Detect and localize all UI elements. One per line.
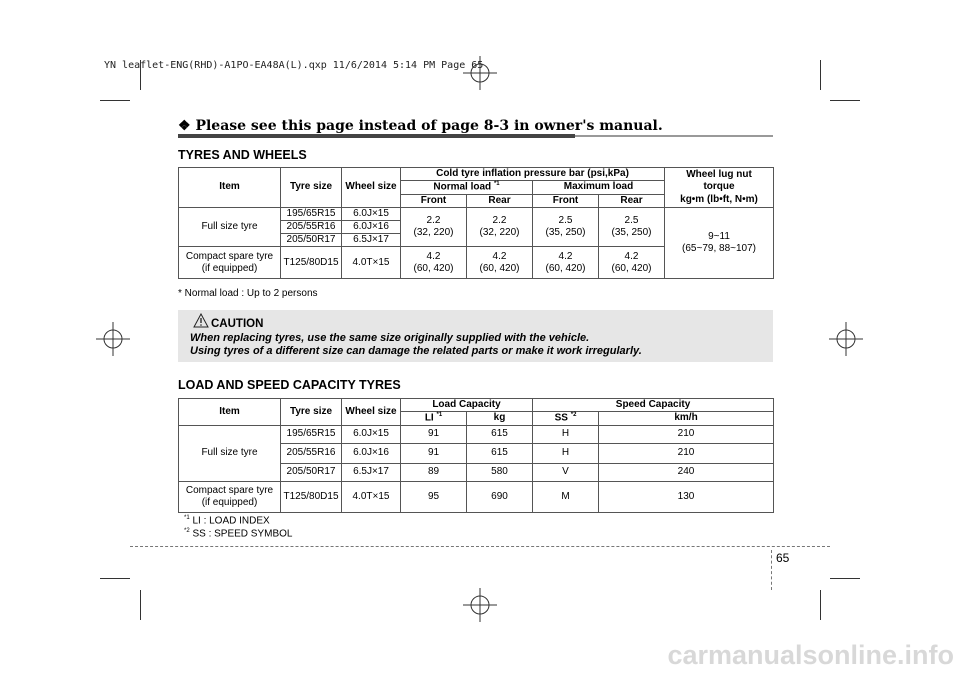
tyre-size-cell: 195/65R15 [281, 425, 342, 443]
print-slug: YN leaflet-ENG(RHD)-A1PO-EA48A(L).qxp 11/6/2014 5:14 PM Page 65 [104, 60, 484, 71]
col-kmh: km/h [599, 412, 774, 426]
crop-mark [820, 590, 821, 620]
load-section-title: LOAD AND SPEED CAPACITY TYRES [178, 378, 401, 392]
col-rear: Rear [467, 194, 533, 207]
footer-vertical-rule [771, 550, 772, 590]
wheel-size-cell: 4.0T×15 [342, 481, 401, 512]
pressure-cell: 2.2 (32, 220) [401, 207, 467, 247]
crop-mark [820, 60, 821, 90]
pressure-cell: 4.2 (60, 420) [401, 247, 467, 279]
col-front: Front [401, 194, 467, 207]
col-ss: SS $^{*2}$ [533, 412, 599, 426]
caution-line-1: When replacing tyres, use the same size originally supplied with the vehicle. [190, 332, 590, 344]
kmh-cell: 210 [599, 425, 774, 443]
load-speed-table [178, 398, 774, 513]
kg-cell: 690 [467, 481, 533, 512]
col-wheel-size: Wheel size [342, 399, 401, 426]
wheel-size-cell: 6.0J×16 [342, 221, 401, 234]
tyres-section-title: TYRES AND WHEELS [178, 148, 307, 162]
table-row [179, 425, 774, 443]
col-normal-load: Normal load $^{*1}$ [401, 181, 533, 195]
row-label-full-size: Full size tyre [179, 207, 281, 247]
table-row [179, 207, 774, 220]
crop-mark [830, 578, 860, 579]
crop-mark [830, 100, 860, 101]
col-kg: kg [467, 412, 533, 426]
col-rear: Rear [599, 194, 665, 207]
tyre-size-cell: 205/55R16 [281, 221, 342, 234]
caution-title: CAUTION [211, 318, 264, 330]
kmh-cell: 240 [599, 463, 774, 481]
wheel-size-cell: 6.5J×17 [342, 463, 401, 481]
crop-mark [140, 590, 141, 620]
col-maximum-load: Maximum load [533, 181, 665, 195]
crop-mark [100, 100, 130, 101]
tyres-table [178, 167, 774, 279]
page-header [178, 118, 663, 134]
pressure-cell: 2.5 (35, 250) [533, 207, 599, 247]
ss-cell: M [533, 481, 599, 512]
pressure-cell: 2.5 (35, 250) [599, 207, 665, 247]
page-number: 65 [776, 551, 790, 565]
row-label-compact: Compact spare tyre (if equipped) [179, 247, 281, 279]
tyre-size-cell: 205/55R16 [281, 443, 342, 463]
warning-triangle-icon [193, 313, 209, 328]
pressure-cell: 4.2 (60, 420) [467, 247, 533, 279]
li-cell: 95 [401, 481, 467, 512]
footer-rule [130, 546, 830, 547]
li-cell: 91 [401, 425, 467, 443]
kg-cell: 615 [467, 443, 533, 463]
caution-line-2: Using tyres of a different size can damage the related parts or make it work irregularly. [190, 345, 642, 357]
registration-mark-icon [463, 588, 497, 622]
wheel-size-cell: 4.0T×15 [342, 247, 401, 279]
pressure-cell: 2.2 (32, 220) [467, 207, 533, 247]
pressure-cell: 4.2 (60, 420) [533, 247, 599, 279]
col-lug-torque: Wheel lug nut torque kg•m (lb•ft, N•m) [665, 168, 774, 208]
wheel-size-cell: 6.0J×16 [342, 443, 401, 463]
ss-cell: H [533, 425, 599, 443]
col-front: Front [533, 194, 599, 207]
li-cell: 91 [401, 443, 467, 463]
header-text: Please see this page instead of page 8-3 in owner's manual. [195, 118, 663, 134]
kmh-cell: 210 [599, 443, 774, 463]
table-row [179, 481, 774, 512]
tyre-size-cell: 195/65R15 [281, 207, 342, 220]
tyre-size-cell: 205/50R17 [281, 234, 342, 247]
tyre-size-cell: T125/80D15 [281, 247, 342, 279]
row-label-compact: Compact spare tyre (if equipped) [179, 481, 281, 512]
col-tyre-size: Tyre size [281, 399, 342, 426]
kg-cell: 580 [467, 463, 533, 481]
wheel-size-cell: 6.5J×17 [342, 234, 401, 247]
wheel-size-cell: 6.0J×15 [342, 207, 401, 220]
header-rule [178, 134, 575, 138]
col-item: Item [179, 399, 281, 426]
col-pressure: Cold tyre inflation pressure bar (psi,kPa) [401, 168, 665, 181]
kg-cell: 615 [467, 425, 533, 443]
col-tyre-size: Tyre size [281, 168, 342, 208]
col-item: Item [179, 168, 281, 208]
torque-cell: 9~11 (65~79, 88~107) [665, 207, 774, 279]
col-speed-capacity: Speed Capacity [533, 399, 774, 412]
watermark: carmanualsonline.info [667, 640, 954, 670]
pressure-cell: 4.2 (60, 420) [599, 247, 665, 279]
tyre-size-cell: 205/50R17 [281, 463, 342, 481]
row-label-full-size: Full size tyre [179, 425, 281, 481]
ss-cell: H [533, 443, 599, 463]
li-cell: 89 [401, 463, 467, 481]
kmh-cell: 130 [599, 481, 774, 512]
registration-mark-icon [96, 322, 130, 356]
header-bullet-icon: ❖ [178, 118, 191, 134]
header-rule-thin [575, 135, 773, 137]
col-wheel-size: Wheel size [342, 168, 401, 208]
ss-cell: V [533, 463, 599, 481]
registration-mark-icon [829, 322, 863, 356]
footnote-li: $^{*1}$ LI : LOAD INDEX [184, 515, 270, 527]
col-load-capacity: Load Capacity [401, 399, 533, 412]
footnote-ss: $^{*2}$ SS : SPEED SYMBOL [184, 528, 293, 540]
crop-mark [100, 578, 130, 579]
wheel-size-cell: 6.0J×15 [342, 425, 401, 443]
tyres-footnote: * Normal load : Up to 2 persons [178, 288, 318, 299]
col-li: LI $^{*1}$ [401, 412, 467, 426]
tyre-size-cell: T125/80D15 [281, 481, 342, 512]
